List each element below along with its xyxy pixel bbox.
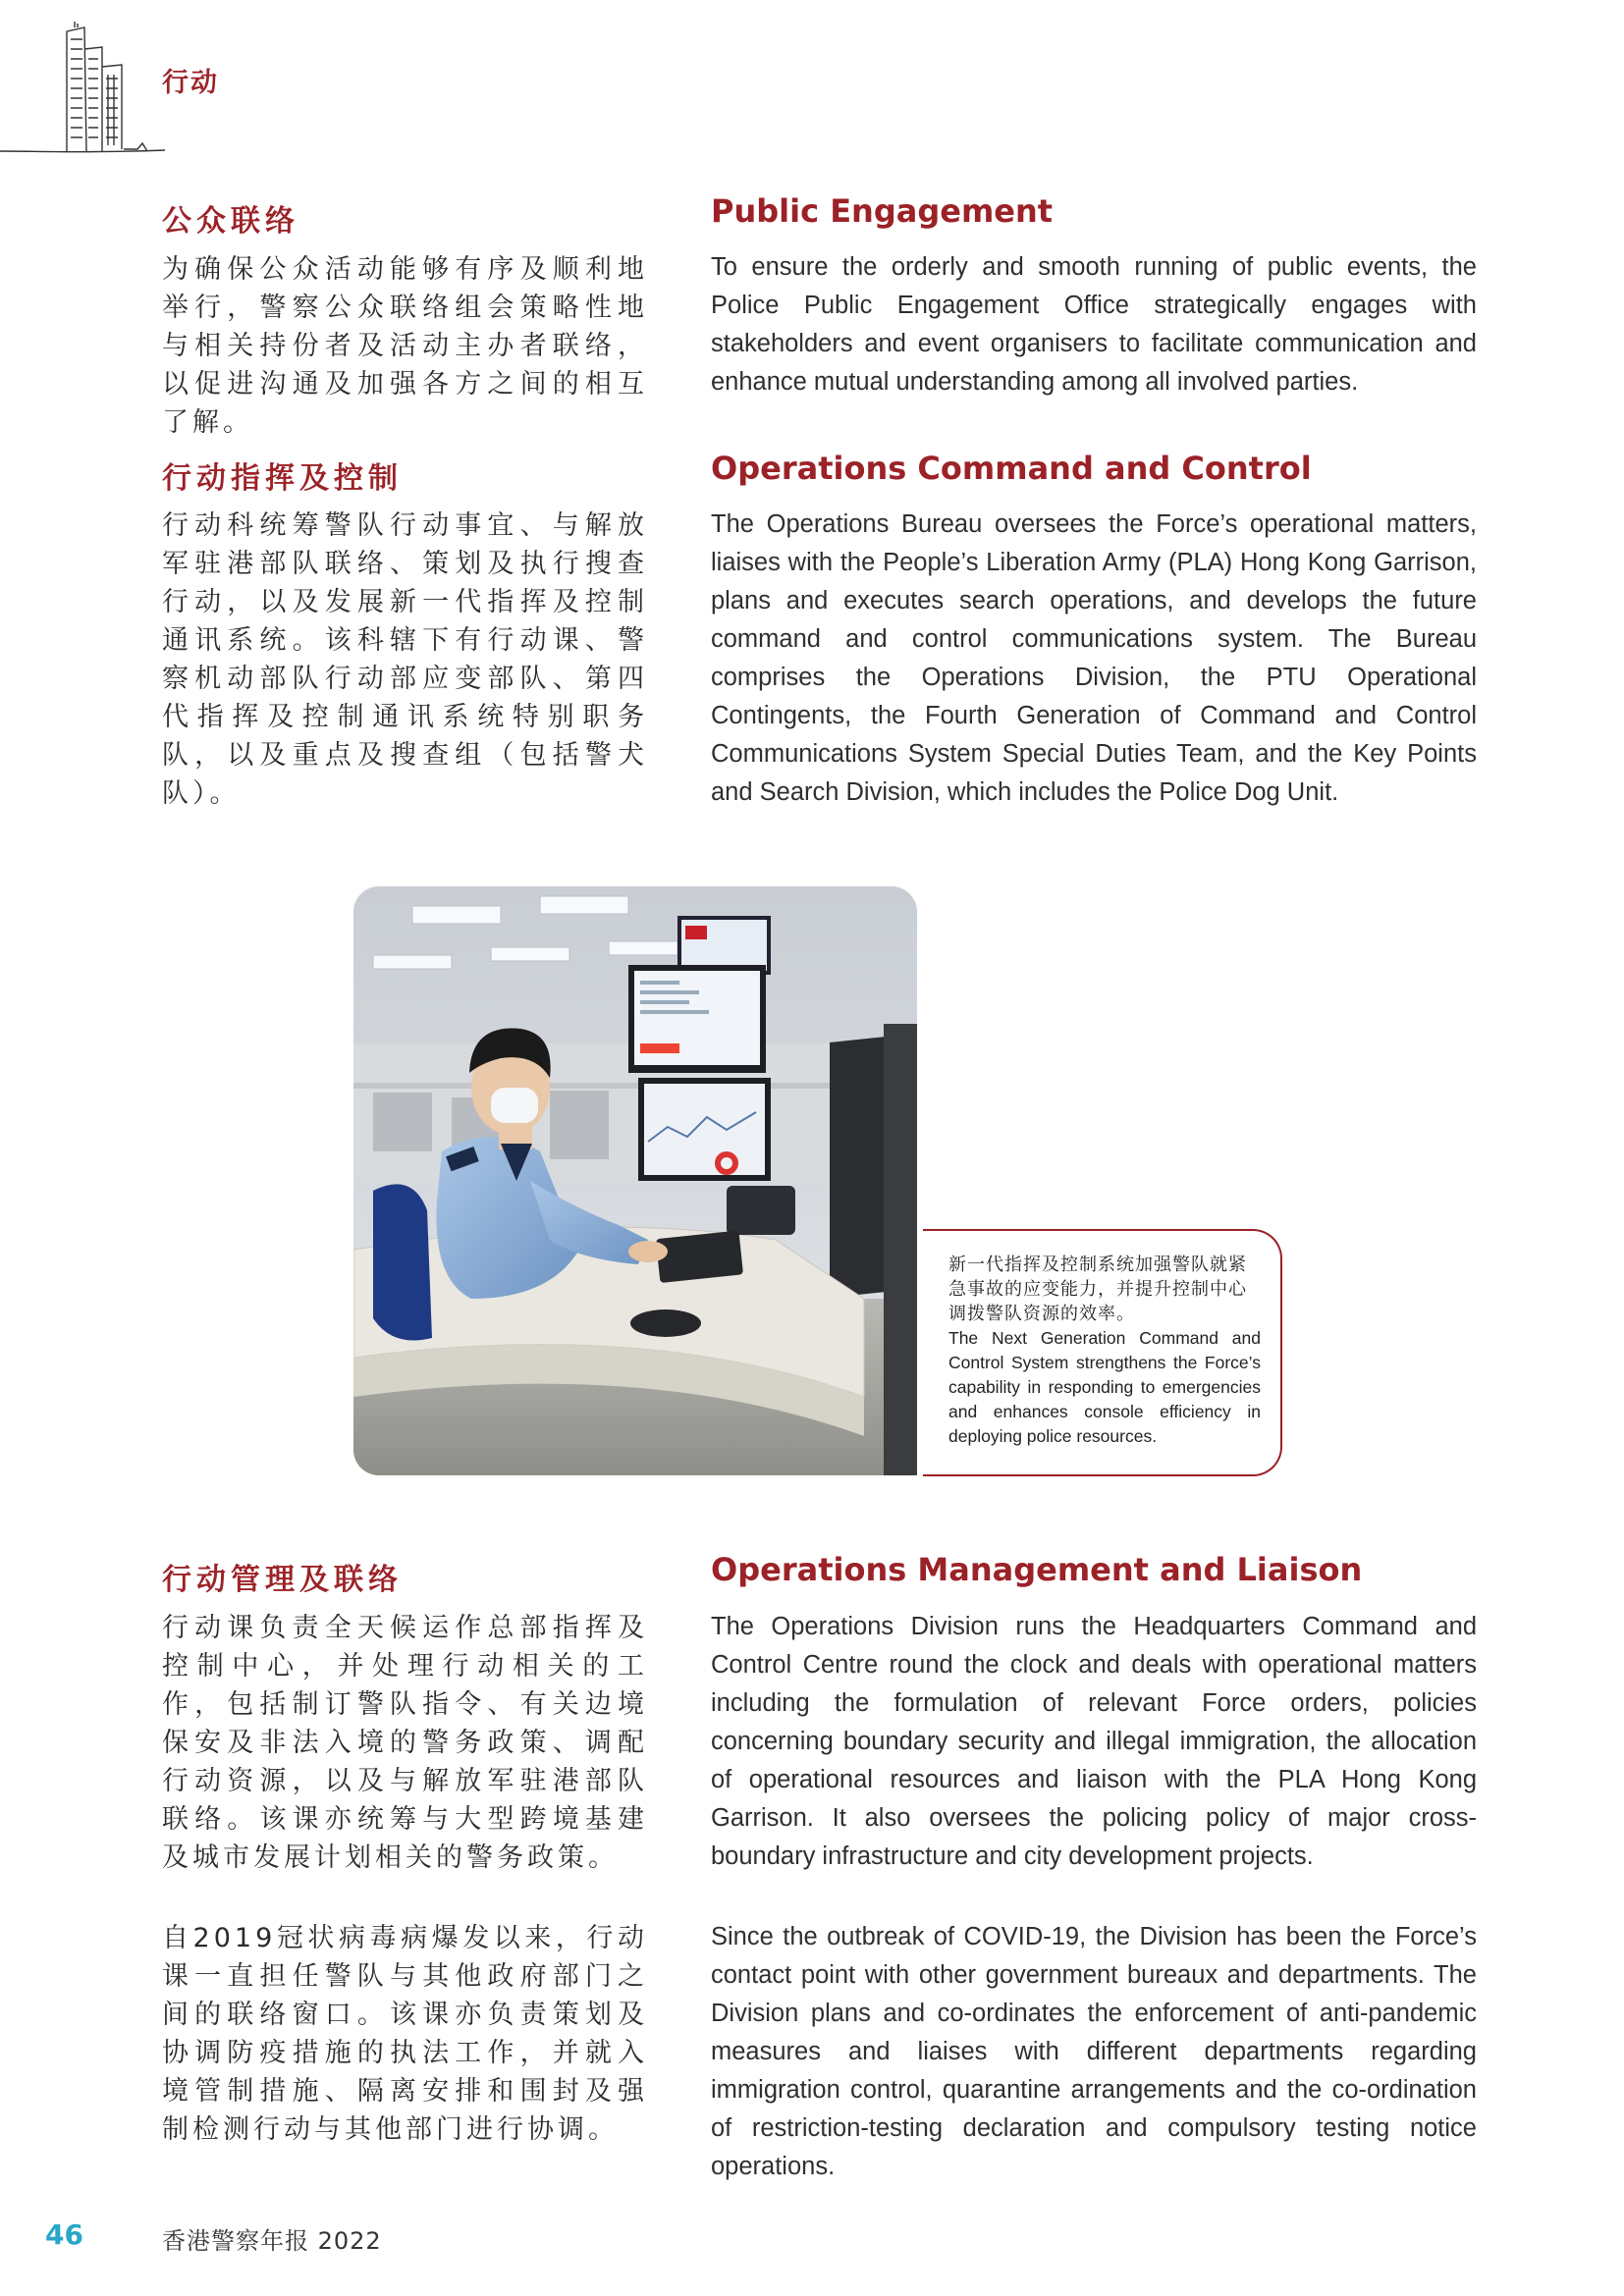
photo-caption-zh: 新一代指挥及控制系统加强警队就紧急事故的应变能力，并提升控制中心调拨警队资源的效率。 [948,1255,1247,1324]
paragraph-covid-en: Since the outbreak of COVID-19, the Division has been the Force’s contact point with other government bureaux and departments. The Division plans and co-ordinates the enforcement of anti-pandemic measures and liaises with different departments regarding immigration control, quarantine arrangements and the co-ordination of restriction-testing declaration and compulsory testing notice operations. [711,1923,1477,2180]
control-centre-photo [353,886,917,1475]
building-sketch-icon [0,20,167,157]
heading-ops-management-zh: 行动管理及联络 [162,1563,403,1597]
paragraph-covid-zh: 自2019冠状病毒病爆发以来，行动课一直担任警队与其他政府部门之间的联络窗口。该课亦负责策划及协调防疫措施的执法工作，并就入境管制措施、隔离安排和围封及强制检测行动与其他部门进行协调。 [162,1923,648,2145]
paragraph-ops-command-en: The Operations Bureau oversees the Force’s operational matters, liaises with the People’s Liberation Army (PLA) Hong Kong Garrison, plans and executes search operations, and develops the future command and control communications system. The Bureau comprises the Operations Division, the PTU Operational Contingents, the Fourth Generation of Command and Control Communications System Special Duties Team, and the Key Points and Search Division, which includes the Police Dog Unit. [711,510,1477,806]
paragraph-ops-management-en: The Operations Division runs the Headquarters Command and Control Centre round the clock and deals with operational matters including the formulation of relevant Force orders, policies concerning boundary security and illegal immigration, the allocation of operational resources and liaison with the PLA Hong Kong Garrison. It also oversees the policing policy of major cross-boundary infrastructure and city development projects. [711,1613,1477,1870]
photo-caption-box [923,1229,1282,1476]
page-number: 46 [45,2218,83,2251]
publication-title: 香港警察年报 2022 [162,2227,382,2255]
paragraph-public-engagement-en: To ensure the orderly and smooth running of public events, the Police Public Engagement Office strategically engages with stakeholders and event organisers to facilitate communication and enhance mutual understanding among all involved parties. [711,253,1477,396]
photo-caption-en: The Next Generation Command and Control System strengthens the Force’s capability in responding to emergencies and enhances console efficiency in deploying police resources. [948,1328,1261,1446]
paragraph-ops-management-zh: 行动课负责全天候运作总部指挥及控制中心，并处理行动相关的工作，包括制订警队指令、有关边境保安及非法入境的警务政策、调配行动资源，以及与解放军驻港部队联络。该课亦统筹与大型跨境基建及城市发展计划相关的警务政策。 [162,1613,648,1873]
heading-ops-command-en: Operations Command and Control [711,450,1312,487]
section-label: 行动 [162,68,219,98]
heading-ops-management-en: Operations Management and Liaison [711,1551,1363,1588]
heading-ops-command-zh: 行动指挥及控制 [162,461,403,496]
heading-public-engagement-zh: 公众联络 [162,204,299,239]
paragraph-ops-command-zh: 行动科统筹警队行动事宜、与解放军驻港部队联络、策划及执行搜查行动，以及发展新一代指挥及控制通讯系统。该科辖下有行动课、警察机动部队行动部应变部队、第四代指挥及控制通讯系统特别职务队，以及重点及搜查组（包括警犬队）。 [162,510,648,809]
paragraph-public-engagement-zh: 为确保公众活动能够有序及顺利地举行，警察公众联络组会策略性地与相关持份者及活动主办者联络，以促进沟通及加强各方之间的相互了解。 [162,254,648,438]
heading-public-engagement-en: Public Engagement [711,192,1054,230]
